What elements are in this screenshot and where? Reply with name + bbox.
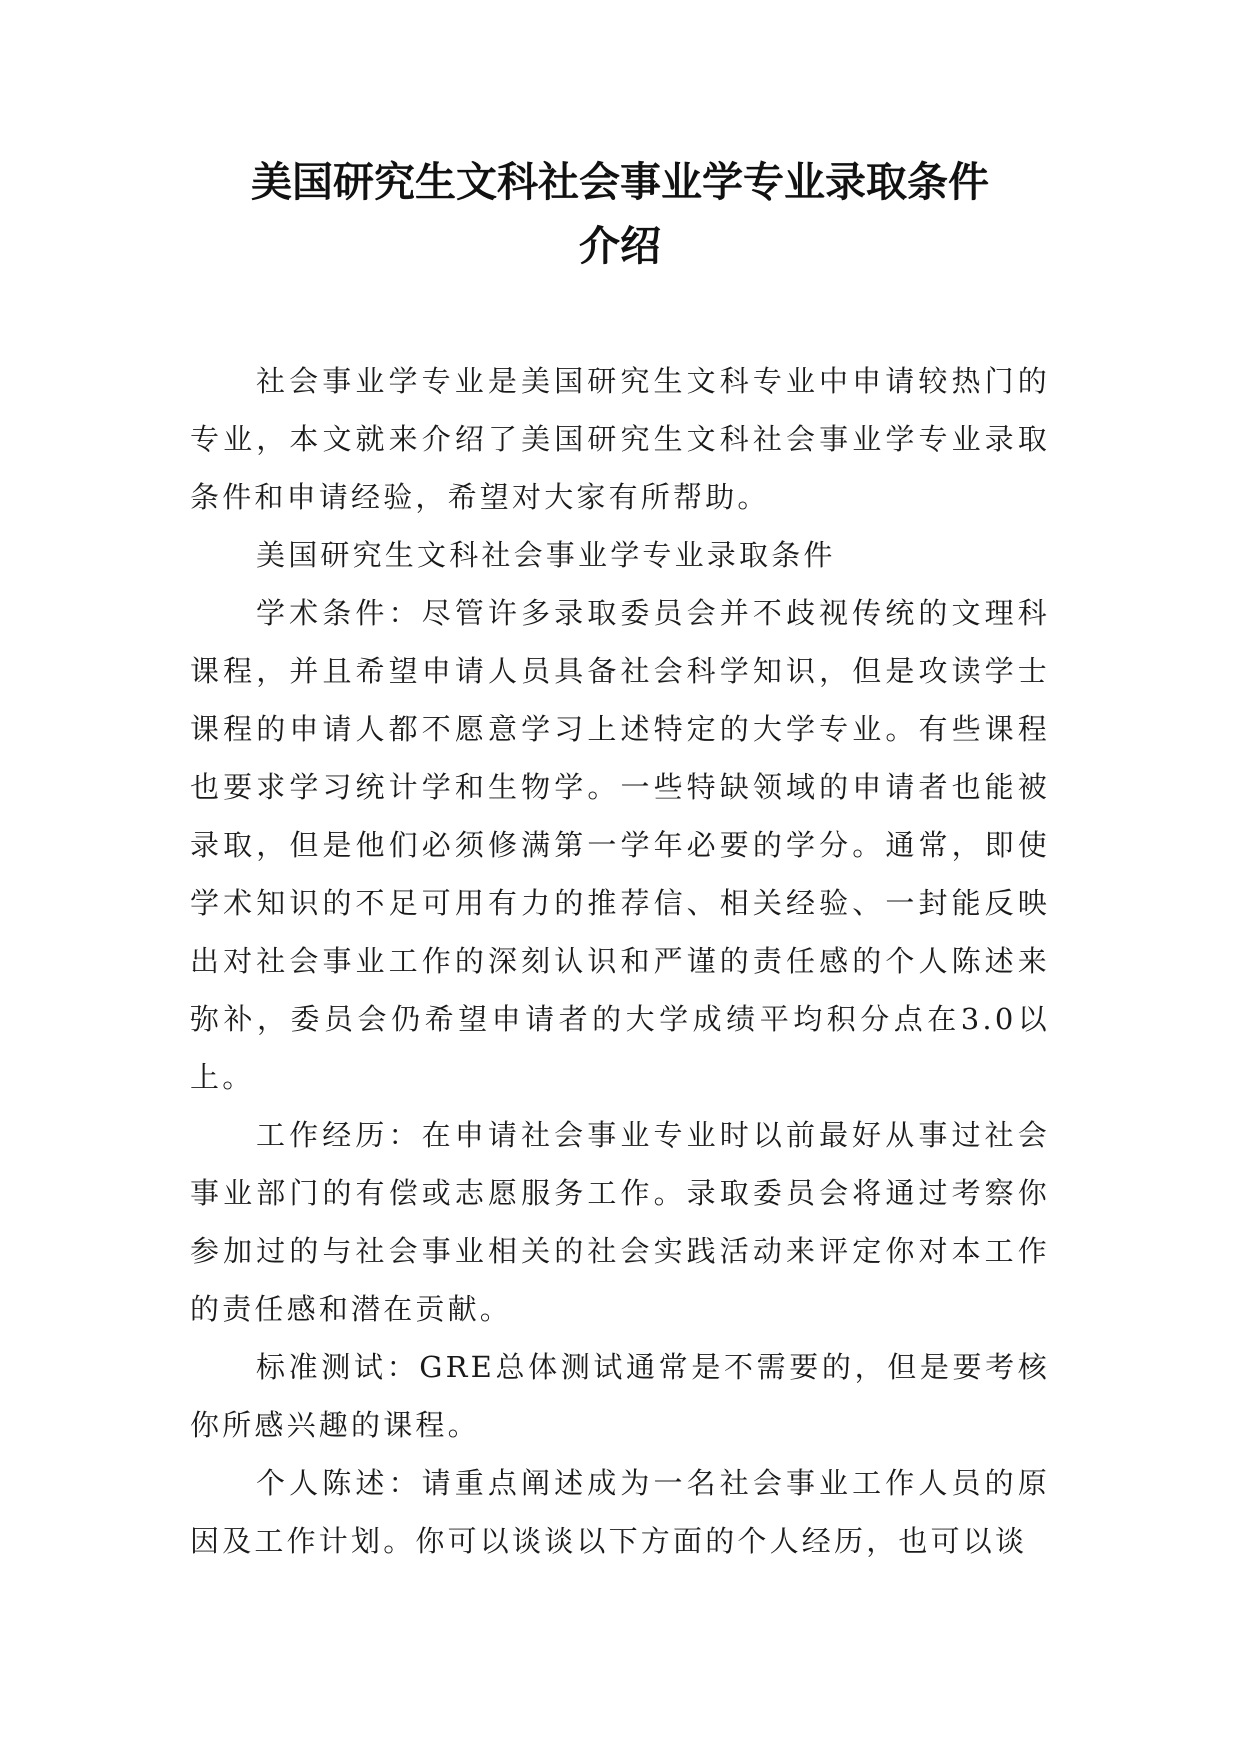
title-line-2: 介绍 <box>579 222 661 270</box>
title-line-1: 美国研究生文科社会事业学专业录取条件 <box>251 158 989 206</box>
paragraph-section-heading: 美国研究生文科社会事业学专业录取条件 <box>256 538 836 572</box>
paragraph-work-experience: 工作经历：在申请社会事业专业时以前最好从事过社会事业部门的有偿或志愿服务工作。录取委员会将通过考察你参加过的与社会事业相关的社会实践活动来评定你对本工作的责任感和潜在贡献。 <box>190 1118 1050 1326</box>
paragraph-intro: 社会事业学专业是美国研究生文科专业中申请较热门的专业，本文就来介绍了美国研究生文科社会事业学专业录取条件和申请经验，希望对大家有所帮助。 <box>190 364 1050 514</box>
document-body <box>190 352 1050 1570</box>
document-title <box>190 150 1050 278</box>
paragraph-academic-requirements: 学术条件：尽管许多录取委员会并不歧视传统的文理科课程，并且希望申请人员具备社会科学知识，但是攻读学士课程的申请人都不愿意学习上述特定的大学专业。有些课程也要求学习统计学和生物学。一些特缺领域的申请者也能被录取，但是他们必须修满第一学年必要的学分。通常，即使学术知识的不足可用有力的推荐信、相关经验、一封能反映出对社会事业工作的深刻认识和严谨的责任感的个人陈述来弥补，委员会仍希望申请者的大学成绩平均积分点在3.0以上。 <box>190 596 1050 1094</box>
paragraph-personal-statement: 个人陈述：请重点阐述成为一名社会事业工作人员的原因及工作计划。你可以谈谈以下方面的个人经历，也可以谈 <box>190 1466 1050 1558</box>
paragraph-standard-tests: 标准测试：GRE总体测试通常是不需要的，但是要考核你所感兴趣的课程。 <box>190 1350 1050 1442</box>
